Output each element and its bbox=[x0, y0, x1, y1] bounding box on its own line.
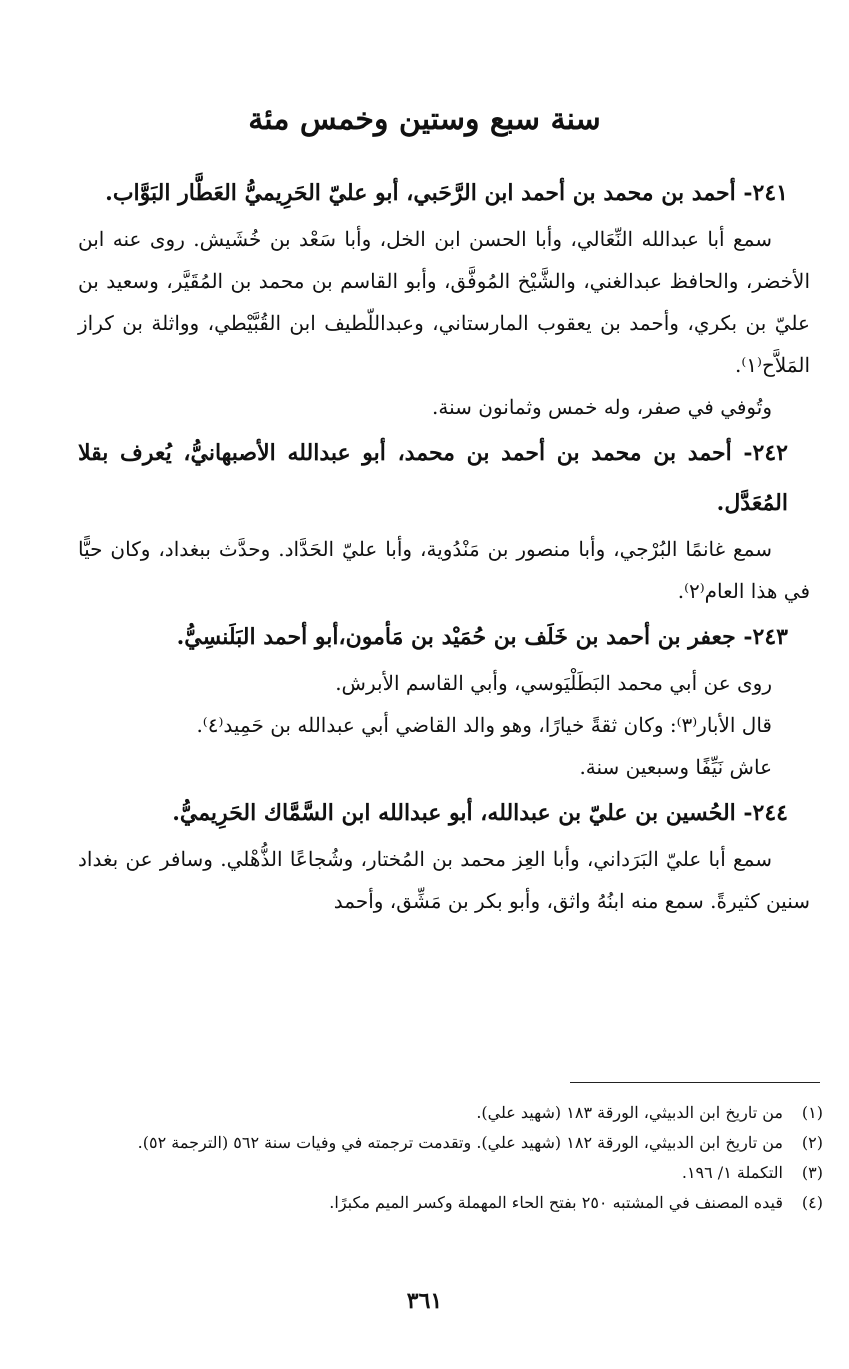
footnote-item bbox=[78, 1188, 823, 1218]
entry-paragraph: سمع غانمًا البُرْجي، وأبا منصور بن مَنْدُوية، وأبا عليّ الحَدَّاد. وحدَّث ببغداد، وكان حيًّا في هذا العام⁽٢⁾. bbox=[78, 537, 810, 603]
footnote-divider bbox=[570, 1082, 820, 1083]
footnote-item bbox=[78, 1158, 823, 1188]
page-number: ٣٦١ bbox=[406, 1288, 443, 1314]
footnote-number: (١) bbox=[801, 1103, 823, 1122]
footnotes bbox=[78, 1098, 823, 1218]
footnote-item bbox=[78, 1128, 823, 1158]
footnote-item bbox=[78, 1098, 823, 1128]
entry-heading-244: ٢٤٤- الحُسين بن عليّ بن عبدالله، أبو عبدالله ابن السَّمَّاك الحَرِيميُّ. bbox=[172, 800, 788, 826]
entry-heading-242: ٢٤٢- أحمد بن محمد بن أحمد بن محمد، أبو عبدالله الأصبهانيُّ، يُعرف بقلا المُعَدَّل. bbox=[78, 440, 788, 516]
footnote-text: من تاريخ ابن الدبيثي، الورقة ١٨٢ (شهيد علي). وتقدمت ترجمته في وفيات سنة ٥٦٢ (الترجمة ٥٢). bbox=[137, 1133, 783, 1152]
footnote-text: من تاريخ ابن الدبيثي، الورقة ١٨٣ (شهيد علي). bbox=[476, 1103, 783, 1122]
entry-paragraph: وتُوفي في صفر، وله خمس وثمانون سنة. bbox=[432, 395, 772, 419]
entry-paragraph: سمع أبا عبدالله النِّعَالي، وأبا الحسن ابن الخل، وأبا سَعْد بن خُشَيش. روى عنه ابن الأخضر، والحافظ عبدالغني، والشَّيْخ المُوفَّق، وأبو القاسم بن محمد بن المُقَيَّر، وسعيد بن عليّ بن بكري، وأحمد بن يعقوب المارستاني، وعبداللّطيف ابن القُبَّيْطي، وواثلة بن كراز المَلاَّح⁽١⁾. bbox=[78, 227, 810, 377]
entry-heading-241: ٢٤١- أحمد بن محمد بن أحمد ابن الرَّحَبي، أبو عليّ الحَرِيميُّ العَطَّار البَوَّاب. bbox=[105, 180, 788, 206]
footnote-number: (٤) bbox=[801, 1193, 823, 1212]
footnote-number: (٣) bbox=[801, 1163, 823, 1182]
entry-paragraph: روى عن أبي محمد البَطَلْيَوسي، وأبي القاسم الأبرش. bbox=[335, 671, 772, 695]
page-title: سنة سبع وستين وخمس مئة bbox=[248, 102, 601, 137]
footnote-text: التكملة ١/ ١٩٦. bbox=[681, 1163, 783, 1182]
footnote-number: (٢) bbox=[801, 1133, 823, 1152]
entry-paragraph: سمع أبا عليّ البَرَداني، وأبا العِز محمد بن المُختار، وشُجاعًا الذُّهْلي. وسافر عن بغداد سنين كثيرةً. سمع منه ابنُهُ واثق، وأبو بكر بن مَشِّق، وأحمد bbox=[78, 847, 810, 913]
main-text bbox=[78, 168, 810, 922]
footnote-text: قيده المصنف في المشتبه ٢٥٠ بفتح الحاء المهملة وكسر الميم مكبرًا. bbox=[329, 1193, 783, 1212]
entry-heading-243: ٢٤٣- جعفر بن أحمد بن خَلَف بن حُمَيْد بن مَأمون،أبو أحمد البَلَنسِيُّ. bbox=[176, 624, 788, 650]
entry-paragraph: عاش نَيِّفًا وسبعين سنة. bbox=[579, 755, 772, 779]
entry-paragraph: قال الأبار⁽٣⁾: وكان ثقةً خيارًا، وهو والد القاضي أبي عبدالله بن حَمِيد⁽٤⁾. bbox=[196, 713, 772, 737]
